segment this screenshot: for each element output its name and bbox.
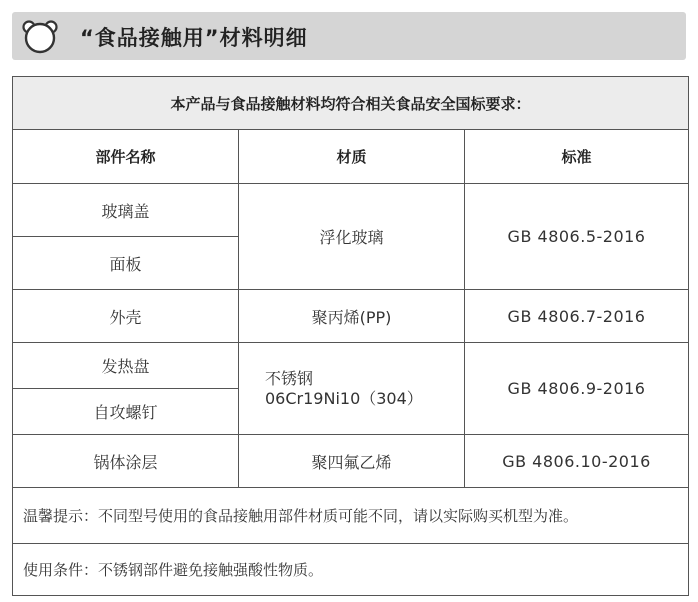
bear-face-icon xyxy=(22,18,58,54)
footnote-usage: 使用条件：不锈钢部件避免接触强酸性物质。 xyxy=(13,544,689,596)
column-header-standard: 标准 xyxy=(465,130,689,184)
part-cell: 玻璃盖 xyxy=(13,184,239,237)
part-cell: 自攻螺钉 xyxy=(13,389,239,435)
material-cell: 聚四氟乙烯 xyxy=(239,435,465,488)
footnote-tip: 温馨提示：不同型号使用的食品接触用部件材质可能不同，请以实际购买机型为准。 xyxy=(13,488,689,544)
material-cell: 浮化玻璃 xyxy=(239,184,465,290)
standard-cell: GB 4806.10-2016 xyxy=(465,435,689,488)
standard-cell: GB 4806.5-2016 xyxy=(465,184,689,290)
standard-cell: GB 4806.7-2016 xyxy=(465,290,689,343)
standard-cell: GB 4806.9-2016 xyxy=(465,343,689,435)
materials-table xyxy=(12,76,689,596)
column-header-material: 材质 xyxy=(239,130,465,184)
part-cell: 外壳 xyxy=(13,290,239,343)
section-header xyxy=(12,12,686,60)
part-cell: 发热盘 xyxy=(13,343,239,389)
material-cell: 聚丙烯(PP) xyxy=(239,290,465,343)
section-title: “食品接触用”材料明细 xyxy=(80,26,308,50)
compliance-notice: 本产品与食品接触材料均符合相关食品安全国标要求： xyxy=(13,77,689,130)
part-cell: 锅体涂层 xyxy=(13,435,239,488)
material-line: 06Cr19Ni10（304） xyxy=(265,388,423,408)
material-cell xyxy=(239,343,465,435)
material-line: 不锈钢 xyxy=(265,368,314,388)
column-header-part: 部件名称 xyxy=(13,130,239,184)
part-cell: 面板 xyxy=(13,237,239,290)
